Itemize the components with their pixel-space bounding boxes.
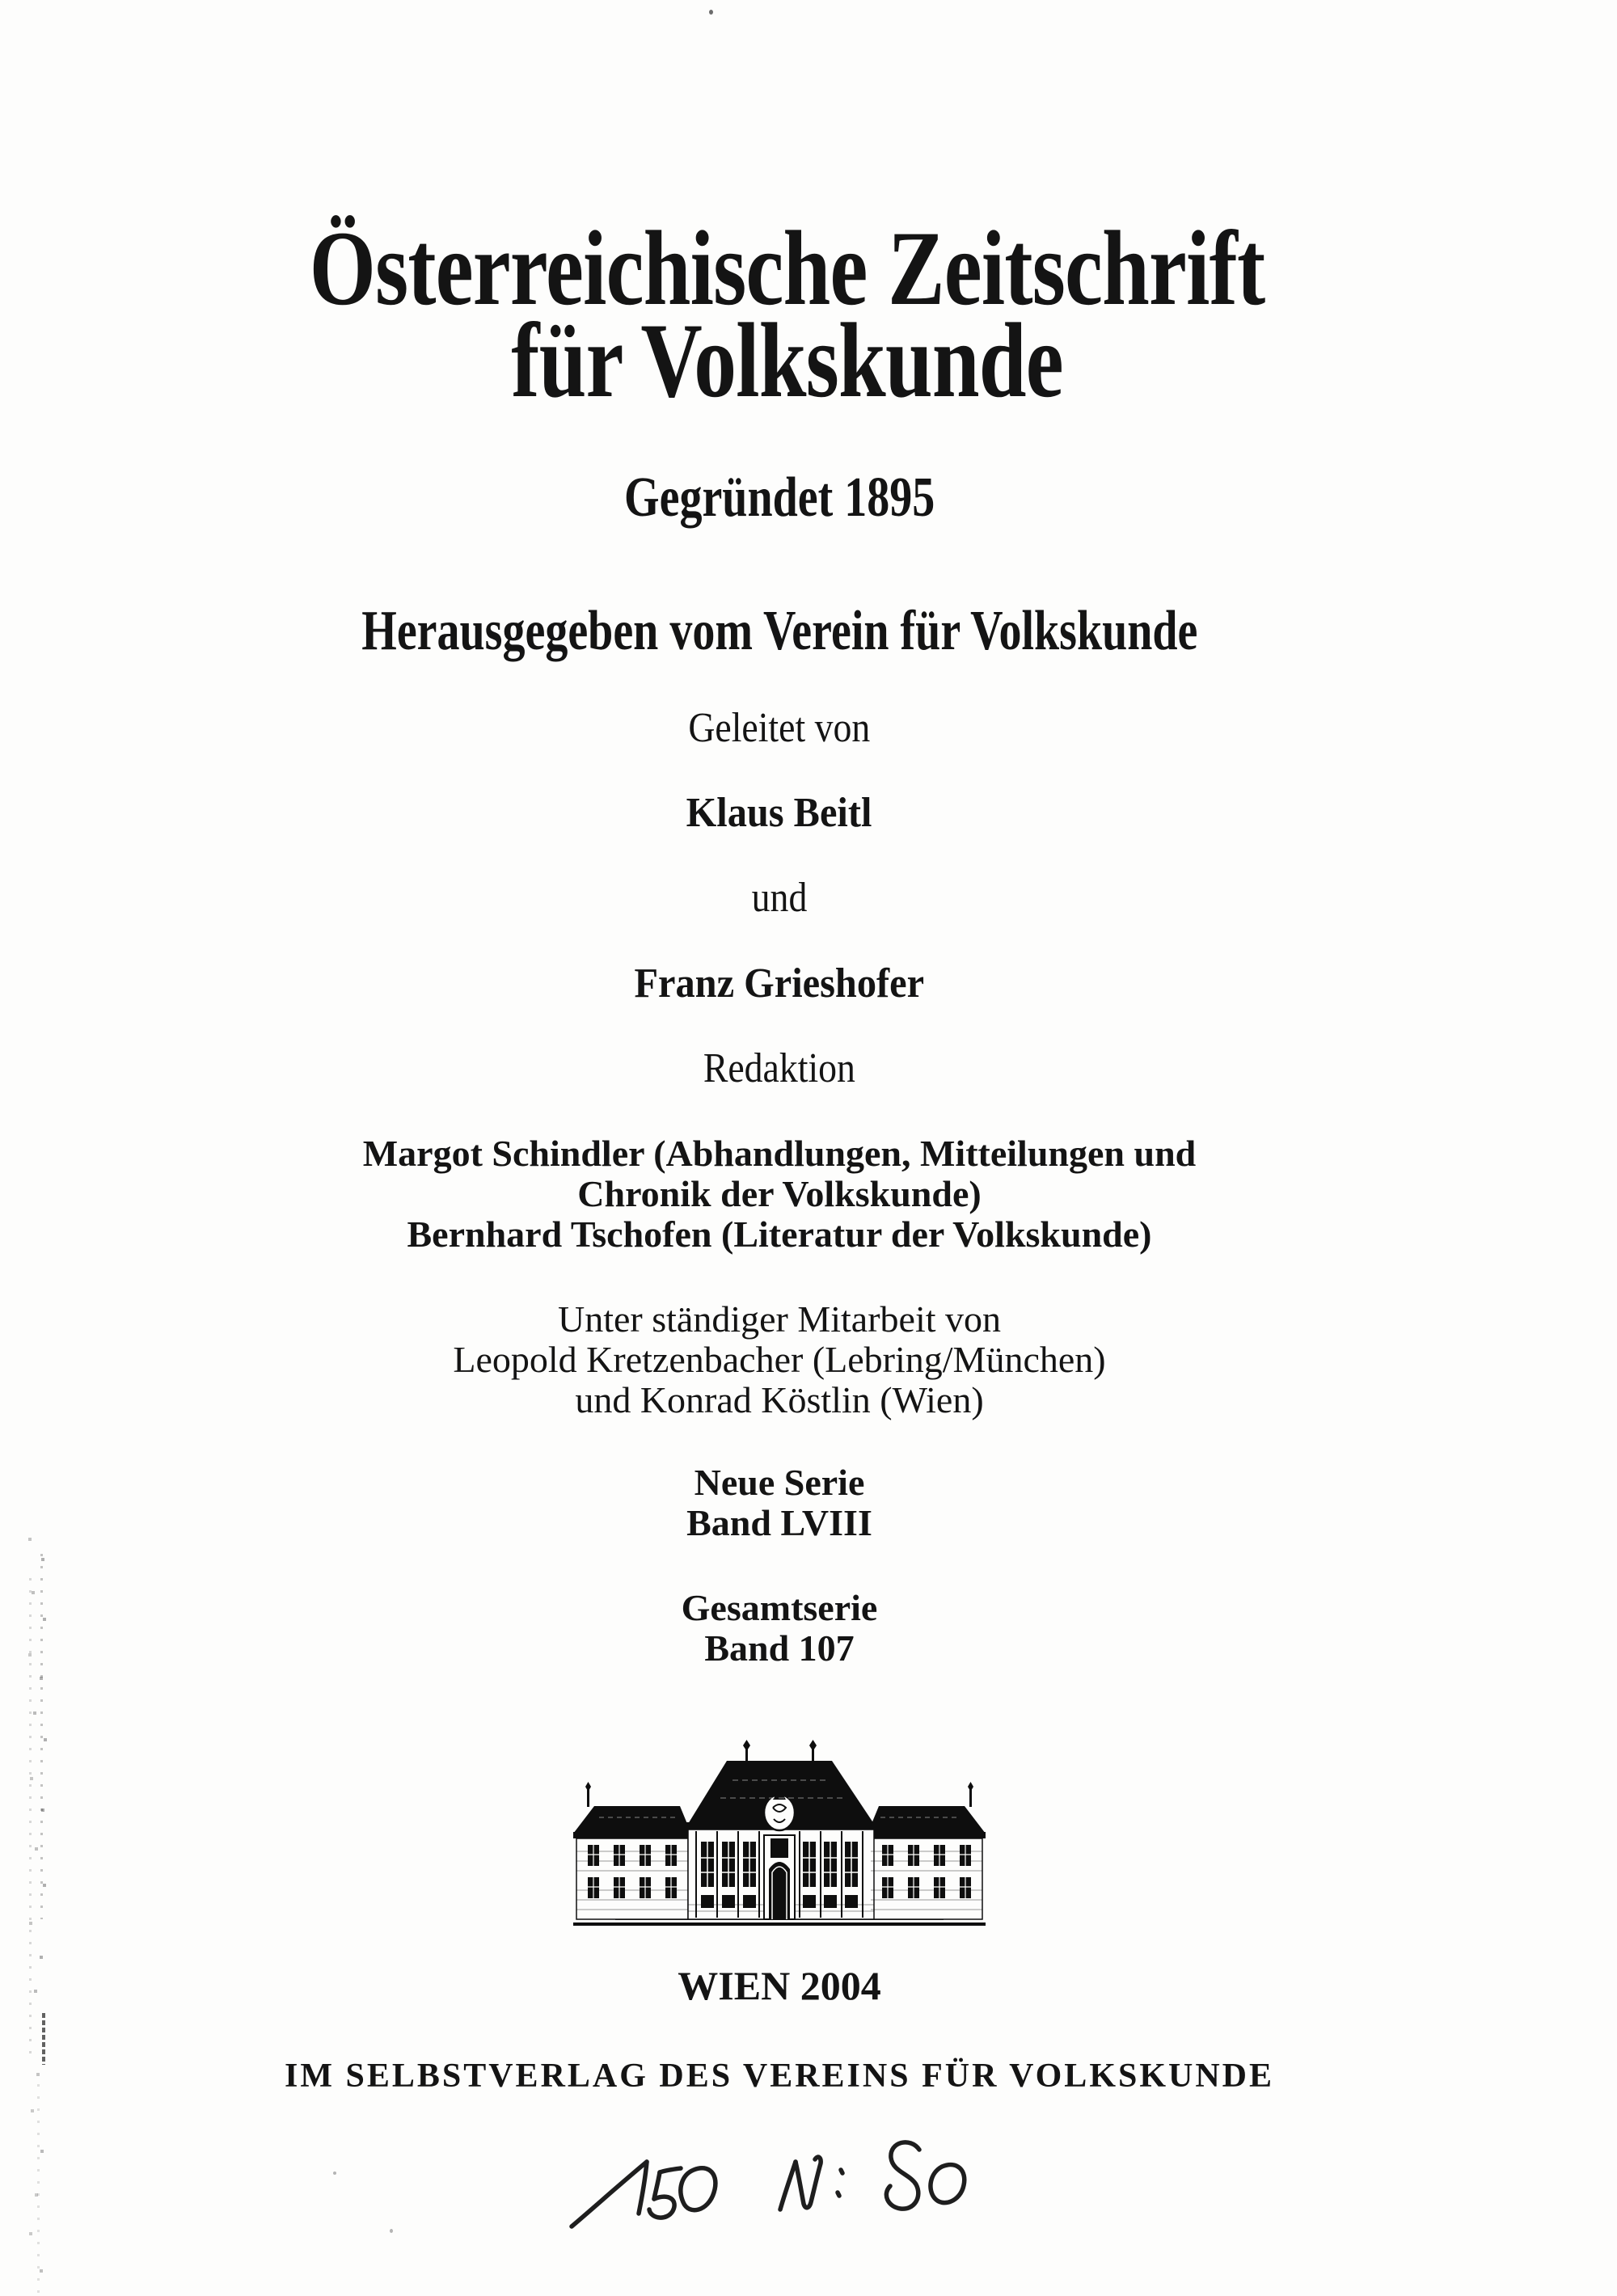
series-overall-block [0,1588,1559,1669]
palace-facade-engraving-icon [567,1738,992,1928]
editorial-label: Redaktion [703,1045,856,1091]
scan-speck-bottom [390,2229,393,2233]
series-new-line1: Neue Serie [694,1462,865,1503]
scan-speck-mid [333,2171,336,2175]
editorial-line-2: Chronik der Volkskunde) [577,1173,982,1214]
imprint-line: IM SELBSTVERLAG DES VEREINS FÜR VOLKSKUNDE [284,2058,1275,2095]
scan-speck-top [709,10,713,15]
editorial-line-3: Bernhard Tschofen (Literatur der Volkskunde) [407,1213,1152,1255]
editorial-line-1: Margot Schindler (Abhandlungen, Mitteilungen und [362,1133,1197,1174]
publisher-line: Herausgegeben vom Verein für Volkskunde [361,600,1198,662]
series-new-block [0,1462,1559,1543]
binding-shadow-dots-4 [37,2084,40,2293]
series-new-line2: Band LVIII [686,1502,872,1543]
series-overall-line1: Gesamtserie [681,1587,878,1628]
journal-title-line2: für Volkskunde [511,301,1064,420]
scan-speckles [0,0,2,2]
binding-shadow-dots-1 [40,1554,43,1919]
binding-shadow-dots-3 [42,2013,45,2065]
journal-title-line1: Österreichische Zeitschrift [310,209,1265,327]
collaboration-line-3: und Konrad Köstlin (Wien) [575,1379,984,1420]
binding-shadow-dots-2 [29,1578,32,2063]
collaboration-block [0,1299,1559,1420]
building-engraving [567,1738,992,1928]
editorial-staff-block [0,1133,1559,1255]
series-overall-line2: Band 107 [704,1627,855,1669]
place-year-line: WIEN 2004 [678,1963,881,2008]
editor-name-1: Klaus Beitl [686,790,872,836]
founded-line: Gegründet 1895 [623,466,935,529]
led-by-label: Geleitet von [688,705,871,751]
editor-name-2: Franz Grieshofer [634,960,925,1007]
handwritten-note [562,2128,982,2241]
handwriting-strokes [562,2128,982,2241]
journal-title [0,209,1575,420]
collaboration-line-2: Leopold Kretzenbacher (Lebring/München) [453,1339,1106,1380]
collaboration-line-1: Unter ständiger Mitarbeit von [557,1298,1002,1340]
editors-conjunction: und [751,875,808,921]
